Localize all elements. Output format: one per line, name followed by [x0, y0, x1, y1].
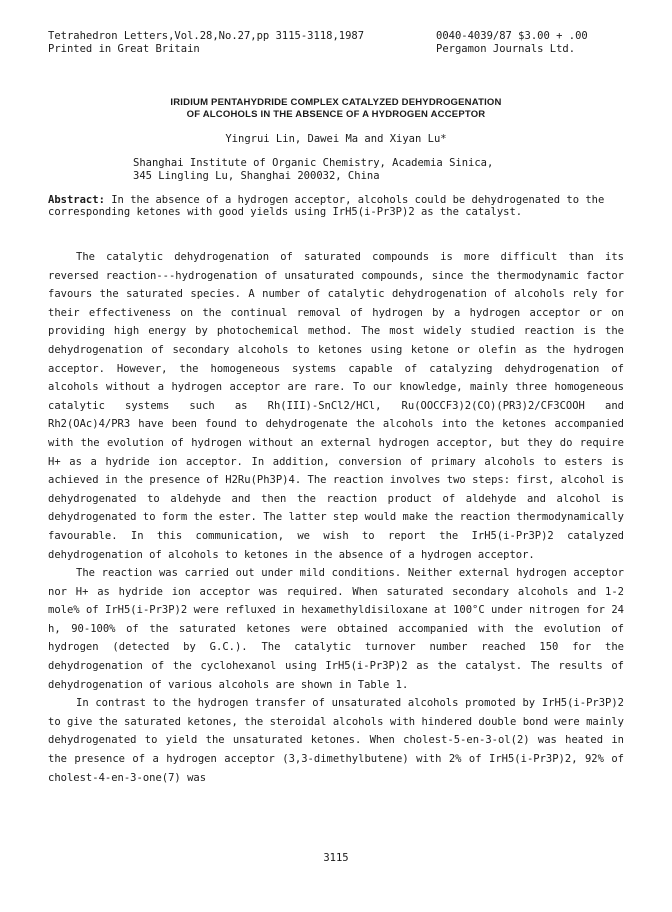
publisher-info — [436, 30, 588, 56]
abstract-label: Abstract: — [48, 194, 105, 206]
body-text — [48, 248, 624, 787]
author-list: Yingrui Lin, Dawei Ma and Xiyan Lu* — [225, 133, 447, 145]
price-code: 0040-4039/87 $3.00 + .00 — [436, 30, 588, 42]
journal-citation — [48, 30, 364, 56]
paragraph-2: The reaction was carried out under mild conditions. Neither external hydrogen acceptor nor H+ as hydride ion acceptor was required. When saturated secondary alcohols and 1-2 mole% of IrH5(i-Pr3P)2 were refluxed in hexamethyldisiloxane at 100°C under nitrogen for 24 h, 90-100% of the saturated ketones were obtained accompanied with the evolution of hydrogen (detected by G.C.). The catalytic turnover number reached 150 for the dehydrogenation of the cyclohexanol using IrH5(i-Pr3P)2 as the catalyst. The results of dehydrogenation of various alcohols are shown in Table 1. — [48, 567, 624, 691]
abstract — [48, 194, 618, 218]
abstract-text: In the absence of a hydrogen acceptor, alcohols could be dehydrogenated to the corresponding ketones with good yields using IrH5(i-Pr3P)2 as the catalyst. — [48, 194, 605, 218]
title-line-1: IRIDIUM PENTAHYDRIDE COMPLEX CATALYZED DEHYDROGENATION — [170, 97, 502, 108]
paper-title — [0, 97, 672, 121]
paragraph-3: In contrast to the hydrogen transfer of unsaturated alcohols promoted by IrH5(i-Pr3P)2 to give the saturated ketones, the steroidal alcohols with hindered double bond were mainly dehydrogenated to yield the unsaturated ketones. When cholest-5-en-3-ol(2) was heated in the presence of a hydrogen acceptor (3,3-dimethylbutene) with 2% of IrH5(i-Pr3P)2, 92% of cholest-4-en-3-one(7) was — [48, 697, 624, 784]
affiliation-line-2: 345 Lingling Lu, Shanghai 200032, China — [133, 170, 380, 182]
paragraph-1: The catalytic dehydrogenation of saturated compounds is more difficult than its reversed reaction---hydrogenation of unsaturated compounds, since the thermodynamic factor favours the saturated species. A number of catalytic dehydrogenation of alcohols rely for their effectiveness on the continual removal of hydrogen by a hydrogen acceptor or on providing high energy by photochemical method. The most widely studied reaction is the dehydrogenation of secondary alcohols to ketones using ketone or olefin as the hydrogen acceptor. However, the homogeneous systems capable of catalyzing dehydrogenation of alcohols without a hydrogen acceptor are rare. To our knowledge, mainly three homogeneous catalytic systems such as Rh(III)-SnCl2/HCl, Ru(OOCCF3)2(CO)(PR3)2/CF3COOH and Rh2(OAc)4/PR3 have been found to dehydrogenate the alcohols into the ketones accompanied with the evolution of hydrogen without an external hydrogen acceptor, but they do require H+ as a hydride ion acceptor. In addition, conversion of primary alcohols to esters is achieved in the presence of H2Ru(Ph3P)4. The reaction involves two steps: first, alcohol is dehydrogenated to aldehyde and then the reaction product of aldehyde and alcohol is dehydrogenated to form the ester. The latter step would make the reaction thermodynamically favourable. In this communication, we wish to report the IrH5(i-Pr3P)2 catalyzed dehydrogenation of alcohols to ketones in the absence of a hydrogen acceptor. — [48, 251, 624, 561]
title-line-2: OF ALCOHOLS IN THE ABSENCE OF A HYDROGEN ACCEPTOR — [186, 109, 486, 120]
publisher-name: Pergamon Journals Ltd. — [436, 43, 576, 55]
affiliation — [133, 157, 493, 183]
citation-line: Tetrahedron Letters,Vol.28,No.27,pp 3115-3118,1987 — [48, 30, 365, 42]
affiliation-line-1: Shanghai Institute of Organic Chemistry, Academia Sinica, — [133, 157, 494, 169]
printed-in: Printed in Great Britain — [48, 43, 200, 55]
page-number: 3115 — [323, 852, 349, 864]
